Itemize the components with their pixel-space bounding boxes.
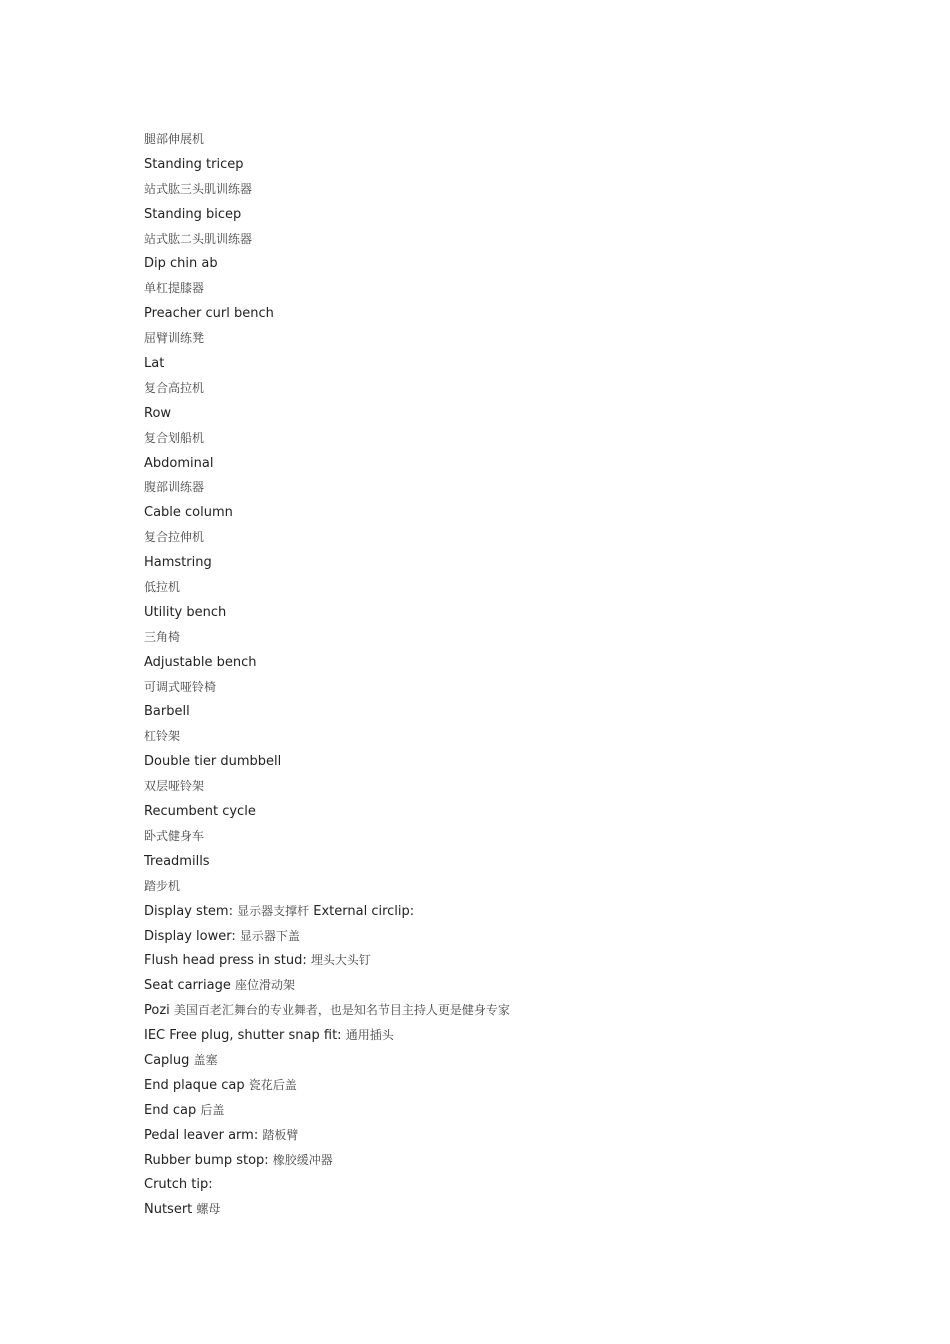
english-text: Crutch tip: xyxy=(144,1177,213,1193)
english-text: End cap xyxy=(144,1102,201,1118)
text-line xyxy=(144,301,844,326)
text-line xyxy=(144,525,844,550)
chinese-text: 腹部训练器 xyxy=(144,480,205,495)
chinese-text: 腿部伸展机 xyxy=(144,132,205,146)
chinese-text: 通用插头 xyxy=(345,1028,394,1043)
text-line xyxy=(144,874,844,899)
text-line xyxy=(144,1048,844,1073)
english-text: Standing tricep xyxy=(144,156,244,172)
english-text: End plaque cap xyxy=(144,1077,249,1093)
text-line xyxy=(144,351,844,376)
text-line xyxy=(144,924,844,949)
chinese-text: 复合高拉机 xyxy=(144,380,205,395)
chinese-text: 复合划船机 xyxy=(144,430,205,445)
text-line xyxy=(144,1123,844,1148)
text-line xyxy=(144,1073,844,1098)
chinese-text: 可调式哑铃椅 xyxy=(144,679,217,694)
english-text: Display stem: xyxy=(144,903,238,919)
text-line xyxy=(144,426,844,451)
english-text: Utility bench xyxy=(144,604,227,620)
text-line xyxy=(144,1023,844,1048)
text-line xyxy=(144,948,844,973)
chinese-text: 低拉机 xyxy=(144,580,181,595)
text-line xyxy=(144,1148,844,1173)
english-text-trailing: External circlip: xyxy=(309,903,415,919)
english-text: Pedal leaver arm: xyxy=(144,1127,263,1143)
text-line xyxy=(144,475,844,500)
text-line xyxy=(144,600,844,625)
english-text: Caplug xyxy=(144,1052,194,1068)
chinese-text: 屈臂训练凳 xyxy=(144,331,205,346)
english-text: Nutsert xyxy=(144,1202,197,1218)
chinese-text: 站式肱三头肌训练器 xyxy=(144,181,253,196)
chinese-text: 双层哑铃架 xyxy=(144,779,205,794)
text-line xyxy=(144,127,844,152)
chinese-text: 复合拉伸机 xyxy=(144,530,205,545)
text-line xyxy=(144,899,844,924)
text-line xyxy=(144,774,844,799)
chinese-text: 显示器下盖 xyxy=(239,928,300,943)
chinese-text: 橡胶缓冲器 xyxy=(272,1152,333,1167)
text-line xyxy=(144,625,844,650)
english-text: Row xyxy=(144,405,172,421)
text-line xyxy=(144,1197,844,1222)
english-text: Seat carriage xyxy=(144,978,235,994)
text-line xyxy=(144,724,844,749)
chinese-text: 螺母 xyxy=(196,1202,221,1217)
english-text: Pozi xyxy=(144,1003,174,1019)
text-line xyxy=(144,998,844,1023)
english-text: Standing bicep xyxy=(144,206,242,222)
english-text: Rubber bump stop: xyxy=(144,1152,273,1168)
english-text: Flush head press in stud: xyxy=(144,953,311,969)
text-line xyxy=(144,973,844,998)
english-text: Treadmills xyxy=(144,853,210,869)
text-line xyxy=(144,575,844,600)
chinese-text: 踏板臂 xyxy=(262,1127,299,1142)
chinese-text: 单杠提膝器 xyxy=(144,281,205,296)
english-text: Preacher curl bench xyxy=(144,306,274,322)
chinese-text: 盖塞 xyxy=(193,1052,218,1067)
text-line xyxy=(144,699,844,724)
chinese-text: 瓷花后盖 xyxy=(248,1077,297,1092)
english-text: Recumbent cycle xyxy=(144,804,256,820)
text-line xyxy=(144,550,844,575)
chinese-text: 三角椅 xyxy=(144,629,181,644)
text-line xyxy=(144,451,844,476)
chinese-text: 座位滑动架 xyxy=(234,978,295,993)
english-text: Cable column xyxy=(144,505,233,521)
text-line xyxy=(144,849,844,874)
text-line xyxy=(144,650,844,675)
document-body xyxy=(144,127,844,1222)
chinese-text: 埋头大头钉 xyxy=(310,953,371,968)
chinese-text: 美国百老汇舞台的专业舞者，也是知名节目主持人更是健身专家 xyxy=(173,1003,510,1018)
text-line xyxy=(144,824,844,849)
text-line xyxy=(144,1172,844,1197)
english-text: Double tier dumbbell xyxy=(144,754,282,770)
chinese-text: 卧式健身车 xyxy=(144,828,205,843)
text-line xyxy=(144,152,844,177)
english-text: Lat xyxy=(144,356,165,372)
text-line xyxy=(144,799,844,824)
text-line xyxy=(144,1098,844,1123)
text-line xyxy=(144,227,844,252)
chinese-text: 踏步机 xyxy=(144,878,181,893)
chinese-text: 显示器支撑杆 xyxy=(237,903,310,918)
text-line xyxy=(144,675,844,700)
english-text: IEC Free plug, shutter snap fit: xyxy=(144,1028,346,1044)
english-text: Abdominal xyxy=(144,455,214,471)
text-line xyxy=(144,177,844,202)
english-text: Adjustable bench xyxy=(144,654,257,670)
text-line xyxy=(144,749,844,774)
english-text: Display lower: xyxy=(144,928,240,944)
text-line xyxy=(144,326,844,351)
text-line xyxy=(144,202,844,227)
text-line xyxy=(144,376,844,401)
text-line xyxy=(144,500,844,525)
text-line xyxy=(144,276,844,301)
english-text: Hamstring xyxy=(144,555,212,571)
english-text: Barbell xyxy=(144,704,190,720)
text-line xyxy=(144,401,844,426)
text-line xyxy=(144,251,844,276)
chinese-text: 站式肱二头肌训练器 xyxy=(144,231,253,246)
chinese-text: 后盖 xyxy=(200,1102,225,1117)
chinese-text: 杠铃架 xyxy=(144,729,181,744)
english-text: Dip chin ab xyxy=(144,256,218,272)
